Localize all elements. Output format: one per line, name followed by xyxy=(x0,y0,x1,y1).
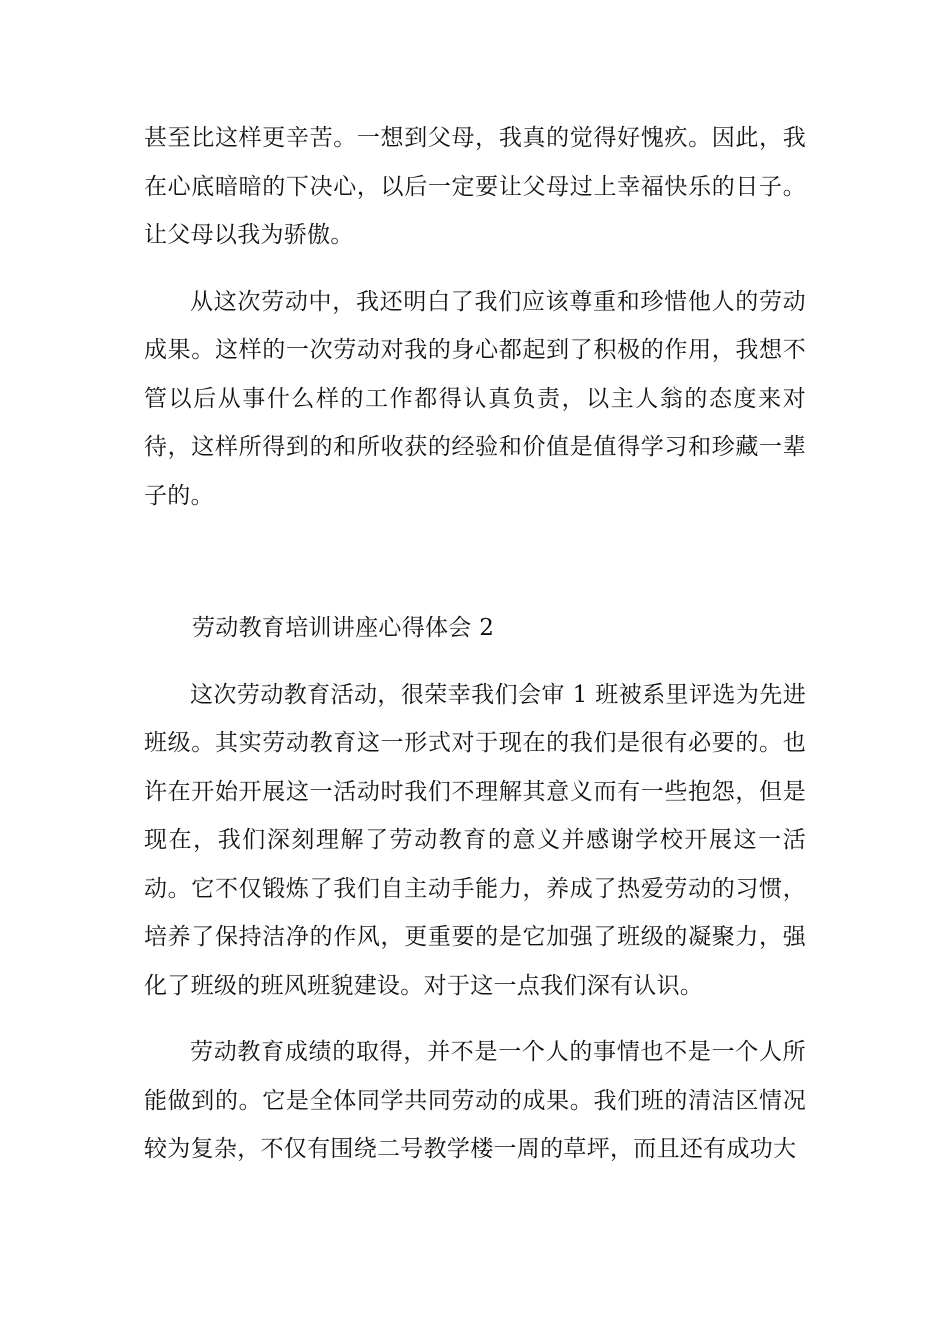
paragraph-continuation: 甚至比这样更辛苦。一想到父母，我真的觉得好愧疚。因此，我在心底暗暗的下决心，以后一定要让父母过上幸福快乐的日子。让父母以我为骄傲。 xyxy=(144,125,806,248)
document-page xyxy=(144,114,806,1174)
paragraph-labor-lesson: 从这次劳动中，我还明白了我们应该尊重和珍惜他人的劳动成果。这样的一次劳动对我的身心都起到了积极的作用，我想不管以后从事什么样的工作都得认真负责，以主人翁的态度来对待，这样所得到的和所收获的经验和价值是值得学习和珍藏一辈子的。 xyxy=(144,288,806,509)
section-title: 劳动教育培训讲座心得体会 2 xyxy=(192,615,495,641)
paragraph-advanced-class: 这次劳动教育活动，很荣幸我们会审 1 班被系里评选为先进班级。其实劳动教育这一形式对于现在的我们是很有必要的。也许在开始开展这一活动时我们不理解其意义而有一些抱怨，但是现在，我们深刻理解了劳动教育的意义并感谢学校开展这一活动。它不仅锻炼了我们自主动手能力，养成了热爱劳动的习惯，培养了保持洁净的作风，更重要的是它加强了班级的凝聚力，强化了班级的班风班貌建设。对于这一点我们深有认识。 xyxy=(144,681,806,999)
paragraph-collective-effort: 劳动教育成绩的取得，并不是一个人的事情也不是一个人所能做到的。它是全体同学共同劳动的成果。我们班的清洁区情况较为复杂，不仅有围绕二号教学楼一周的草坪，而且还有成功大 xyxy=(144,1039,806,1162)
